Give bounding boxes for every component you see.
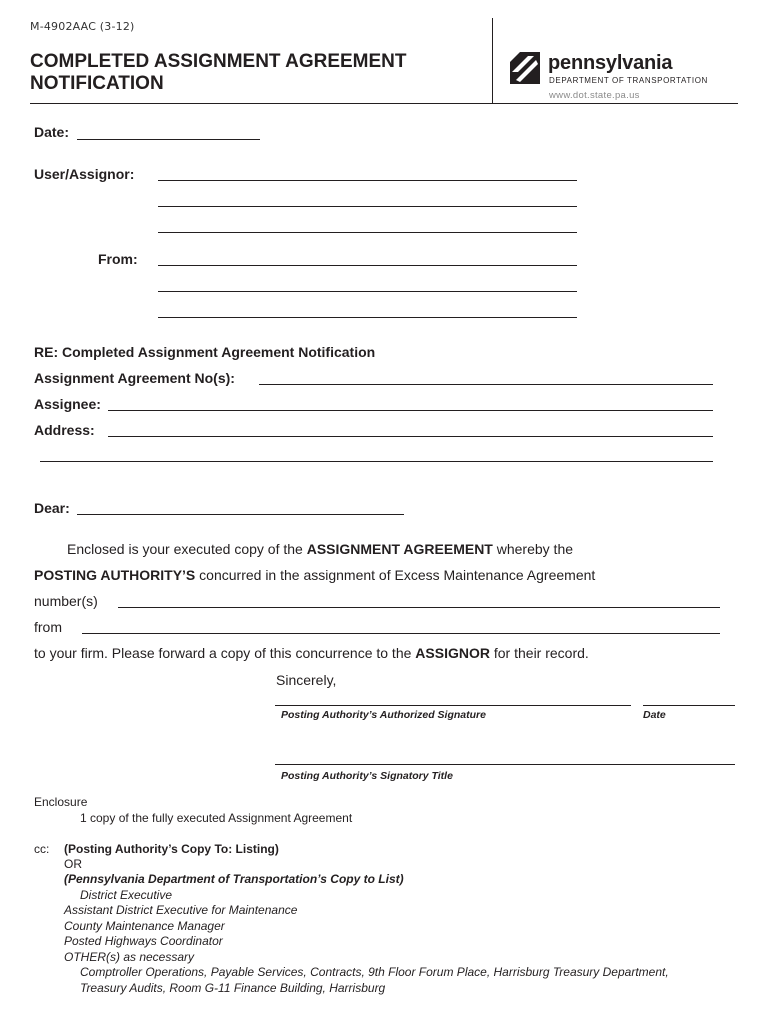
re-line: RE: Completed Assignment Agreement Notification (34, 344, 376, 360)
address-field-1[interactable] (108, 436, 713, 437)
user-assignor-field-2[interactable] (158, 206, 577, 207)
letter-text: to your firm. Please forward a copy of this concurrence to the (34, 645, 416, 661)
brand-name: pennsylvania (548, 52, 673, 74)
address-label: Address: (34, 422, 95, 438)
agreement-numbers-field[interactable] (118, 607, 720, 608)
user-assignor-field-1[interactable] (158, 180, 577, 181)
letter-paragraph-line2 (34, 567, 595, 583)
from-field-2[interactable] (158, 291, 577, 292)
cc-item: Comptroller Operations, Payable Services, Contracts, 9th Floor Forum Place, Harrisburg Treasury Department, (80, 965, 669, 979)
cc-or: OR (64, 857, 82, 871)
authorized-signature-label: Posting Authority’s Authorized Signature (281, 709, 486, 721)
header-rule (30, 103, 738, 104)
enclosure-label: Enclosure (34, 795, 88, 809)
form-number: M-4902AAC (3-12) (30, 20, 135, 33)
agreement-no-label: Assignment Agreement No(s): (34, 370, 235, 386)
keystone-logo-icon (506, 50, 542, 86)
page-title-line1: COMPLETED ASSIGNMENT AGREEMENT (30, 51, 407, 72)
address-field-2[interactable] (40, 461, 713, 462)
dear-label: Dear: (34, 500, 70, 516)
header-divider (492, 18, 493, 103)
signature-date-field[interactable] (643, 705, 735, 706)
letter-text: for their record. (489, 645, 589, 661)
cc-posting-authority-line: (Posting Authority’s Copy To: Listing) (64, 842, 279, 856)
assignee-label: Assignee: (34, 396, 101, 412)
cc-penndot-line: (Pennsylvania Department of Transportation’s Copy to List) (64, 872, 404, 886)
authorized-signature-field[interactable] (275, 705, 631, 706)
signatory-title-field[interactable] (275, 764, 735, 765)
cc-item: District Executive (80, 888, 173, 902)
from-field-1[interactable] (158, 265, 577, 266)
date-label: Date: (34, 124, 70, 140)
cc-item: Assistant District Executive for Maintenance (64, 903, 298, 917)
signatory-title-label: Posting Authority’s Signatory Title (281, 770, 453, 782)
cc-item: County Maintenance Manager (64, 919, 225, 933)
from-label: From: (98, 251, 138, 267)
letter-text: Enclosed is your executed copy of the (67, 541, 307, 557)
brand-url: www.dot.state.pa.us (549, 90, 640, 101)
letter-emphasis: POSTING AUTHORITY’S (34, 567, 196, 583)
dear-field[interactable] (77, 514, 404, 515)
cc-item: Posted Highways Coordinator (64, 934, 223, 948)
from-field-letter[interactable] (82, 633, 720, 634)
sincerely: Sincerely, (276, 672, 337, 688)
letter-paragraph-line1 (67, 541, 573, 557)
letter-emphasis: ASSIGNOR (415, 645, 490, 661)
user-assignor-field-3[interactable] (158, 232, 577, 233)
cc-item: Treasury Audits, Room G-11 Finance Building, Harrisburg (80, 981, 386, 995)
page-title-line2: NOTIFICATION (30, 73, 164, 94)
enclosure-item: 1 copy of the fully executed Assignment Agreement (80, 811, 353, 825)
from-label-letter: from (34, 619, 62, 635)
brand-department: DEPARTMENT OF TRANSPORTATION (549, 76, 708, 85)
date-field[interactable] (77, 139, 260, 140)
letter-emphasis: ASSIGNMENT AGREEMENT (306, 541, 493, 557)
assignee-field[interactable] (108, 410, 713, 411)
letter-text: concurred in the assignment of Excess Maintenance Agreement (195, 567, 596, 583)
letter-paragraph-line3 (34, 645, 589, 661)
cc-item: OTHER(s) as necessary (64, 950, 195, 964)
agreement-no-field[interactable] (259, 384, 713, 385)
letter-text: whereby the (492, 541, 574, 557)
cc-label: cc: (34, 842, 50, 856)
user-assignor-label: User/Assignor: (34, 166, 135, 182)
numbers-label: number(s) (34, 593, 98, 609)
from-field-3[interactable] (158, 317, 577, 318)
signature-date-label: Date (643, 709, 666, 721)
